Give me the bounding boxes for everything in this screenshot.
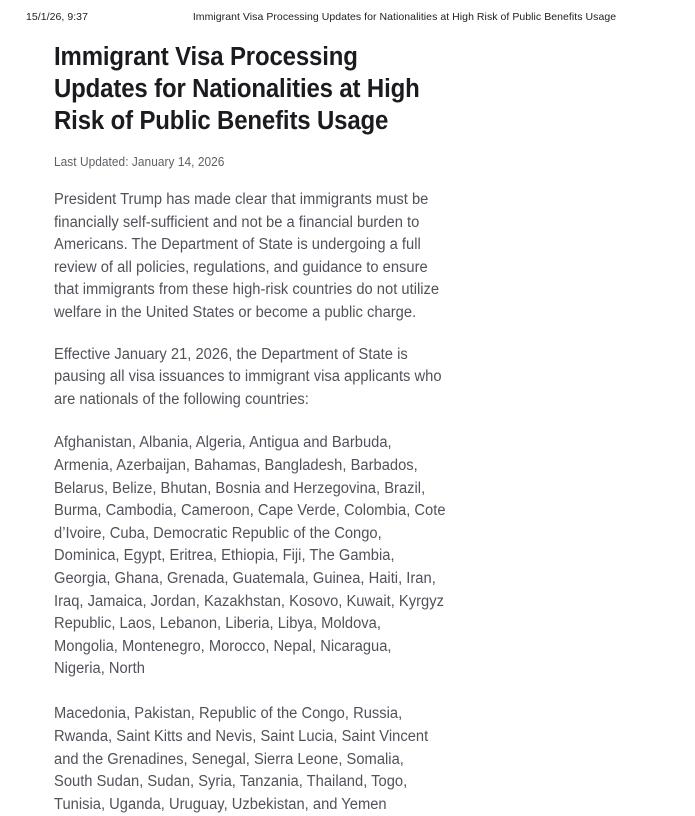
country-list-segment-2: Macedonia, Pakistan, Republic of the Congo, Russia, Rwanda, Saint Kitts and Nevis, Saint Lucia, Saint Vincent and the Grenadines, Senegal, Sierra Leone, Somalia, South Sudan, Sudan, Syria, Tanzania, Thailand, Togo, Tunisia, Uganda, Uruguay, Uzbekistan, and Yemen — [54, 705, 429, 813]
print-header-page-title: Immigrant Visa Processing Updates for Nationalities at High Risk of Public Benefits Usage — [192, 11, 617, 23]
paragraph-policy-statement: President Trump has made clear that immigrants must be financially self-sufficient and not be a financial burden to Americans. The Department of State is undergoing a full review of all policies, regulations, and guidance to ensure that immigrants from these high-risk countries do not utilize welfare in the United States or become a public charge. — [54, 191, 440, 321]
paragraph-country-list — [54, 411, 446, 816]
paragraph-effective-date: Effective January 21, 2026, the Department of State is pausing all visa issuances to immigrant visa applicants who are nationals of the following countries: — [54, 345, 442, 408]
country-list-segment-1: Afghanistan, Albania, Algeria, Antigua and Barbuda, Armenia, Azerbaijan, Bahamas, Bangladesh, Barbados, Belarus, Belize, Bhutan, Bosnia and Herzegovina, Brazil, Burma, Cambodia, Cameroon, Cape Verde, Colombia, Cote d’Ivoire, Cuba, Democratic Republic of the Congo, Dominica, Egypt, Eritrea, Ethiopia, Fiji, The Gambia, Georgia, Ghana, Grenada, Guatemala, Guinea, Haiti, Iran, Iraq, Jamaica, Jordan, Kazakhstan, Kosovo, Kuwait, Kyrgyz Republic, Laos, Lebanon, Liberia, Libya, Moldova, Mongolia, Montenegro, Morocco, Nepal, Nicaragua, Nigeria, North — [54, 434, 446, 678]
print-header-datetime: 15/1/26, 9:37 — [26, 11, 88, 23]
page-title: Immigrant Visa Processing Updates for Nationalities at High Risk of Public Benefits Usage — [54, 43, 420, 135]
article-content — [54, 41, 446, 816]
last-updated-label: Last Updated: January 14, 2026 — [54, 155, 225, 169]
print-header — [0, 0, 695, 34]
